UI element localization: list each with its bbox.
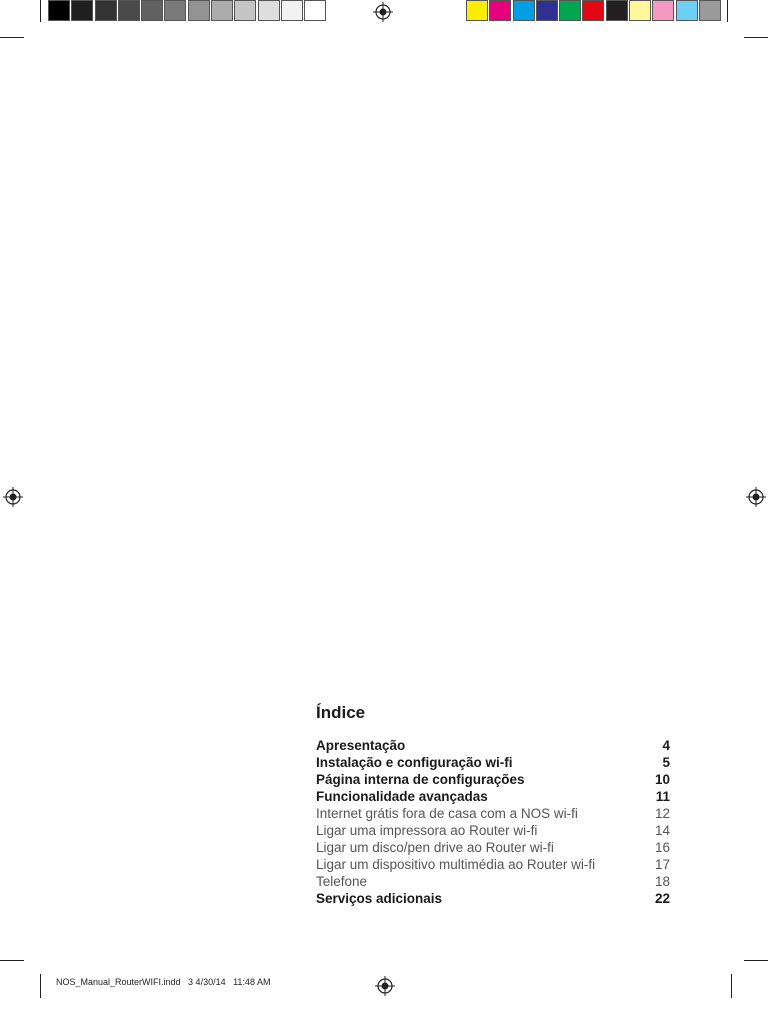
toc-entry-page: 17 <box>654 857 670 872</box>
color-swatch <box>258 0 280 21</box>
color-swatch <box>629 0 651 21</box>
color-swatch <box>536 0 558 21</box>
toc-entry <box>316 788 670 805</box>
color-swatch <box>71 0 93 21</box>
color-swatch <box>164 0 186 21</box>
toc-title: Índice <box>316 703 366 722</box>
color-swatch <box>188 0 210 21</box>
toc-entry <box>316 873 670 890</box>
crop-mark <box>744 37 768 38</box>
registration-mark-icon <box>373 2 393 22</box>
color-swatch <box>699 0 721 21</box>
toc-entry <box>316 737 670 754</box>
toc-entry-page: 11 <box>655 789 670 804</box>
toc-entry-page: 16 <box>654 840 670 855</box>
crop-mark <box>744 960 768 961</box>
color-swatch <box>95 0 117 21</box>
toc-entry <box>316 856 670 873</box>
crop-mark <box>0 37 24 38</box>
color-swatch <box>211 0 233 21</box>
toc-list <box>316 737 670 907</box>
color-swatch <box>582 0 604 21</box>
toc-entry <box>316 754 670 771</box>
toc-entry-page: 5 <box>662 755 670 770</box>
toc-entry-label: Ligar uma impressora ao Router wi-fi <box>316 823 538 838</box>
toc-entry-page: 10 <box>654 772 670 787</box>
toc-entry <box>316 839 670 856</box>
color-swatch <box>513 0 535 21</box>
color-swatch <box>489 0 511 21</box>
toc-entry-label: Internet grátis fora de casa com a NOS wi-fi <box>316 806 578 821</box>
toc-entry-page: 14 <box>654 823 670 838</box>
crop-mark <box>0 960 24 961</box>
color-swatch <box>234 0 256 21</box>
toc-entry-page: 22 <box>654 891 670 906</box>
crop-mark <box>727 0 728 22</box>
color-swatch <box>606 0 628 21</box>
crop-mark <box>40 974 41 998</box>
toc-entry-label: Funcionalidade avançadas <box>316 789 488 804</box>
color-swatch <box>466 0 488 21</box>
grayscale-color-bar <box>48 0 328 21</box>
registration-mark-icon <box>746 487 766 507</box>
toc-entry-label: Telefone <box>316 874 368 889</box>
color-swatch <box>652 0 674 21</box>
color-swatch <box>304 0 326 21</box>
color-swatch <box>48 0 70 21</box>
color-swatch <box>676 0 698 21</box>
registration-mark-icon <box>375 976 395 996</box>
toc-entry-label: Apresentação <box>316 738 406 753</box>
toc-entry-page: 4 <box>662 738 670 753</box>
crop-mark <box>40 0 41 22</box>
color-swatch <box>281 0 303 21</box>
toc-entry-label: Página interna de configurações <box>316 772 525 787</box>
toc-entry <box>316 890 670 907</box>
table-of-contents <box>316 703 670 907</box>
toc-entry-page: 12 <box>654 806 670 821</box>
toc-entry <box>316 805 670 822</box>
crop-mark <box>731 974 732 998</box>
registration-mark-icon <box>3 487 23 507</box>
color-swatch <box>118 0 140 21</box>
toc-entry-label: Serviços adicionais <box>316 891 443 906</box>
toc-entry-label: Instalação e configuração wi-fi <box>316 755 513 770</box>
color-swatch <box>559 0 581 21</box>
process-color-bar <box>466 0 722 21</box>
toc-entry-label: Ligar um dispositivo multimédia ao Router wi-fi <box>316 857 596 872</box>
color-swatch <box>141 0 163 21</box>
toc-entry-label: Ligar um disco/pen drive ao Router wi-fi <box>316 840 554 855</box>
file-slug: NOS_Manual_RouterWIFI.indd 3 4/30/14 11:48 AM <box>56 977 271 987</box>
toc-entry-page: 18 <box>654 874 670 889</box>
toc-entry <box>316 771 670 788</box>
toc-entry <box>316 822 670 839</box>
